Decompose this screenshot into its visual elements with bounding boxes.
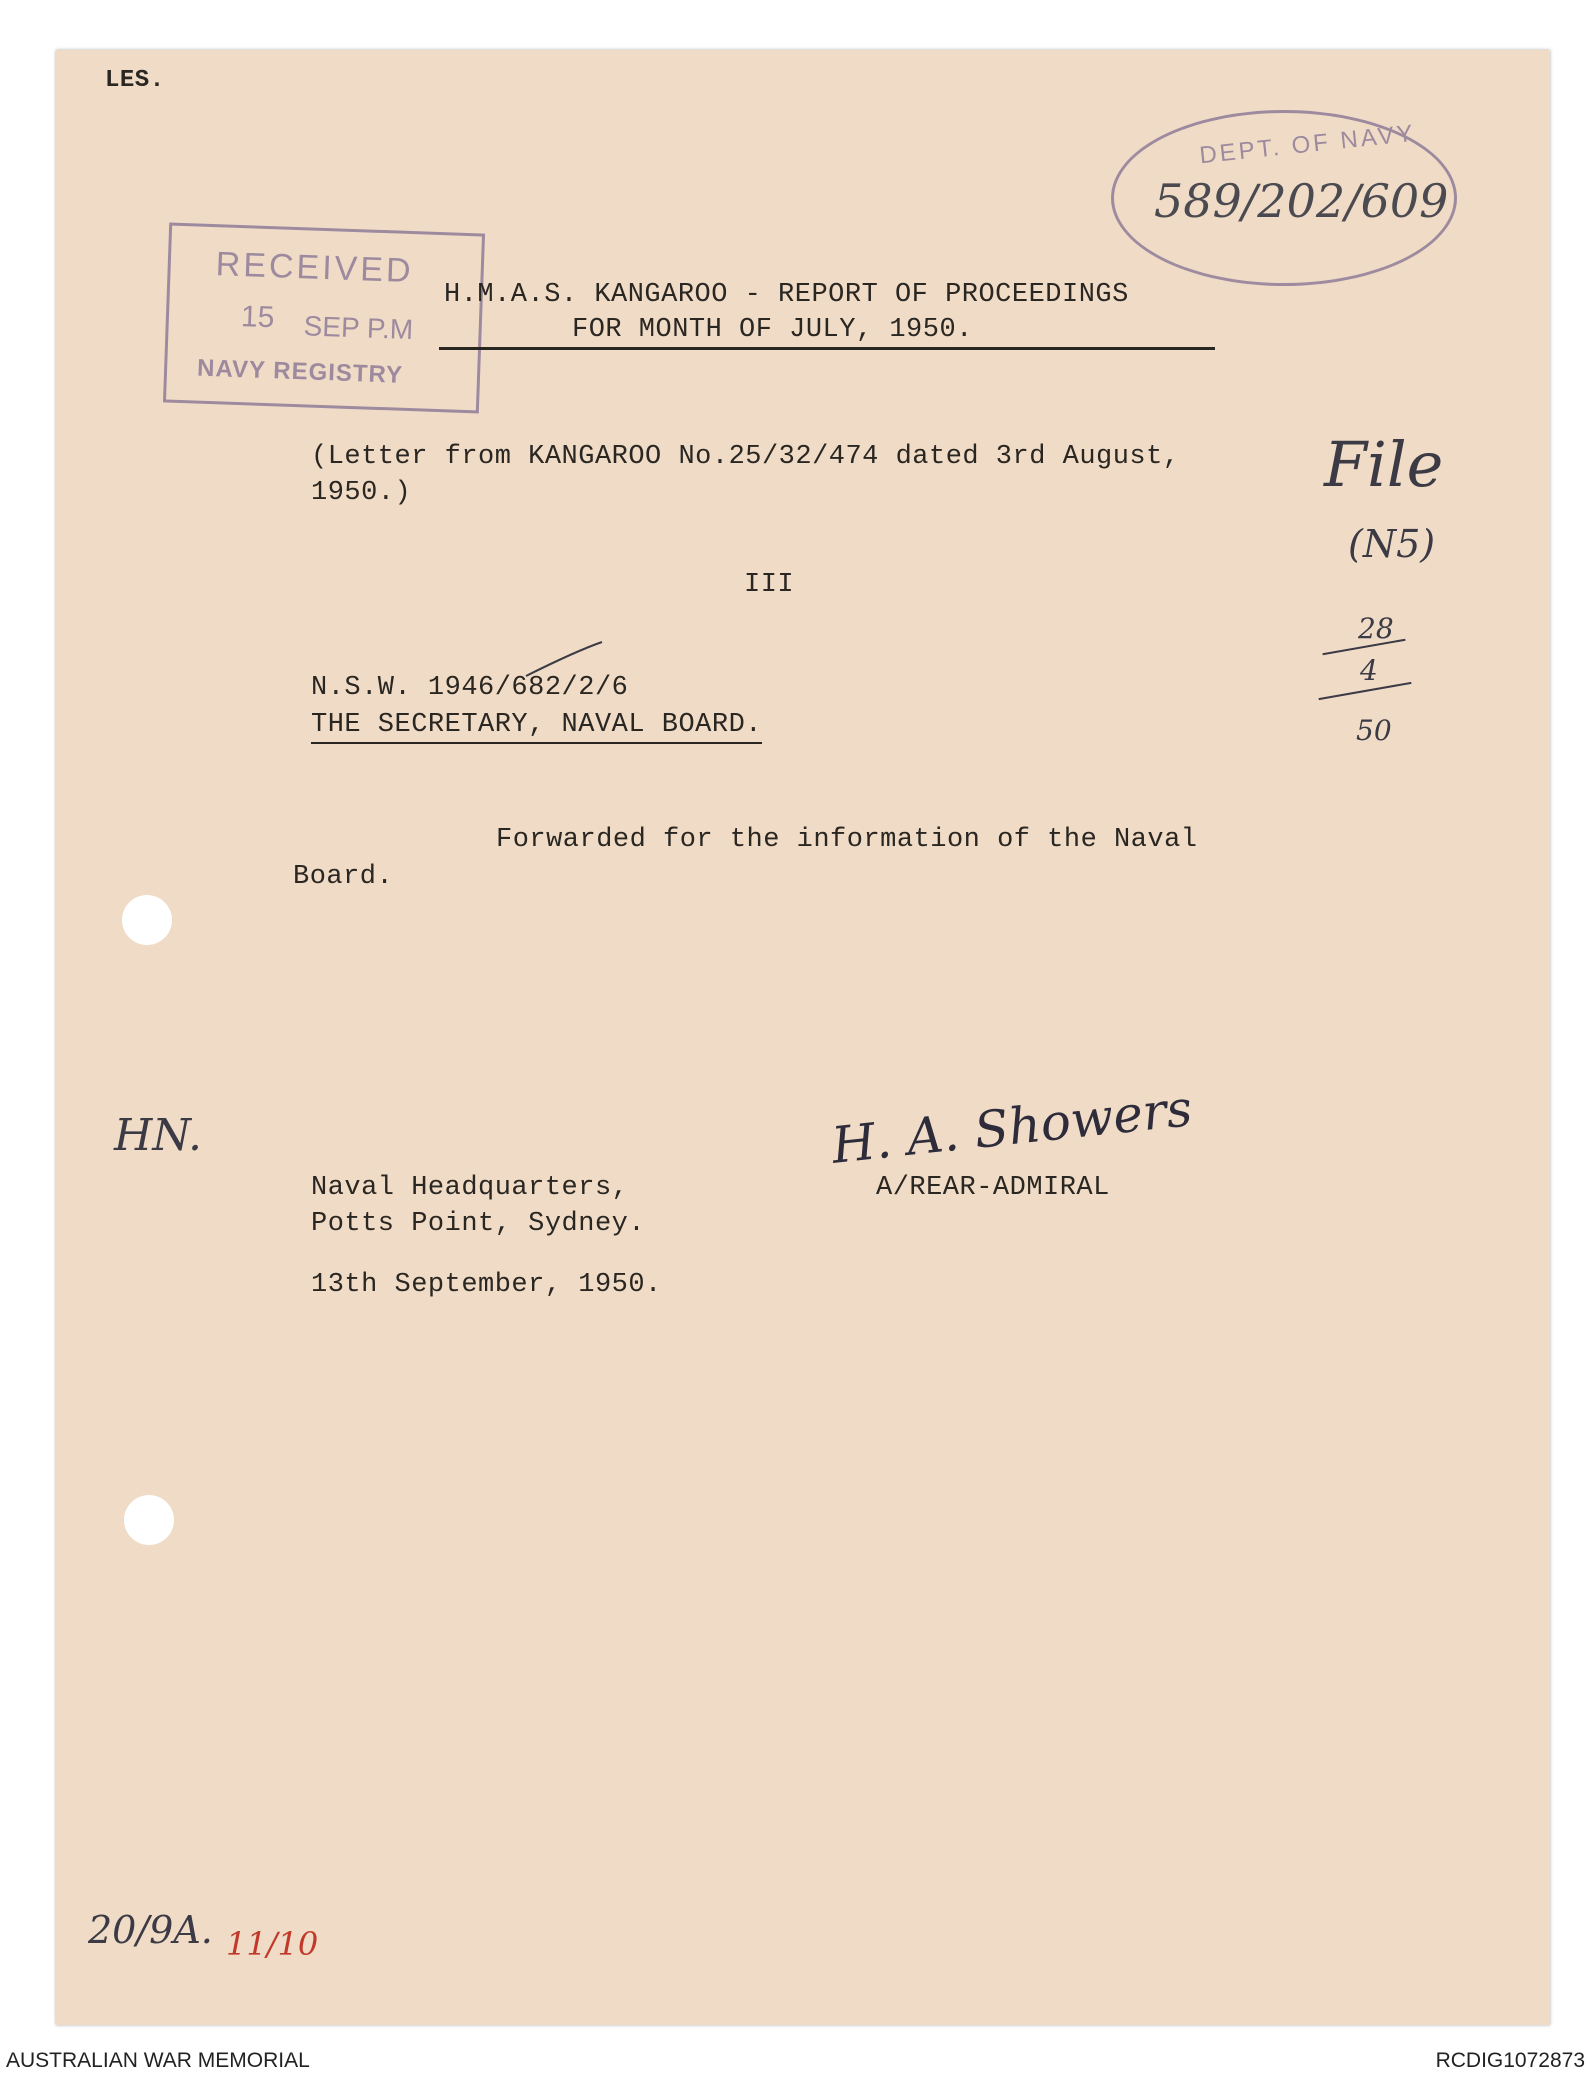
received-stamp	[163, 223, 485, 414]
section-number: III	[744, 570, 795, 600]
footer-id: RCDIG1072873	[1435, 2049, 1585, 2072]
received-stamp-month: SEP P.M	[303, 310, 414, 346]
received-stamp-registry: NAVY REGISTRY	[196, 354, 404, 389]
dept-navy-stamp-arc: DEPT. OF NAVY	[1198, 119, 1418, 170]
signatory-title: A/REAR-ADMIRAL	[876, 1173, 1110, 1203]
letter-reference-line2: 1950.)	[311, 478, 412, 508]
footer-source: AUSTRALIAN WAR MEMORIAL	[6, 2049, 310, 2072]
initials-top: LES.	[105, 67, 165, 94]
date-fraction-mid: 4	[1360, 654, 1378, 687]
report-title-line2: FOR MONTH OF JULY, 1950.	[572, 315, 973, 345]
signature: H. A. Showers	[828, 1079, 1195, 1175]
file-note: File	[1324, 428, 1444, 501]
sender-line1: Naval Headquarters,	[311, 1173, 629, 1203]
received-stamp-title: RECEIVED	[215, 245, 415, 291]
document-page	[56, 50, 1550, 2025]
letter-reference-line1: (Letter from KANGAROO No.25/32/474 dated 3rd August,	[311, 442, 1180, 472]
margin-initials: HN.	[114, 1110, 203, 1161]
punch-hole-bottom	[124, 1495, 174, 1545]
file-note-sub: (N5)	[1348, 522, 1436, 566]
body-line2: Board.	[293, 862, 394, 892]
received-stamp-day: 15	[240, 300, 275, 335]
sender-line2: Potts Point, Sydney.	[311, 1209, 646, 1239]
title-underline	[439, 347, 1215, 350]
bottom-note: 20/9A.	[88, 1908, 213, 1952]
body-line1: Forwarded for the information of the Naval	[496, 825, 1198, 855]
date-fraction-bottom: 50	[1356, 714, 1392, 747]
punch-hole-top	[122, 895, 172, 945]
file-reference: N.S.W. 1946/682/2/6	[311, 673, 629, 703]
date-fraction-top: 28	[1358, 612, 1394, 645]
dept-navy-number: 589/202/609	[1154, 174, 1449, 228]
report-title-line1: H.M.A.S. KANGAROO - REPORT OF PROCEEDINGS	[444, 280, 1129, 310]
bottom-note-red: 11/10	[226, 1925, 319, 1963]
document-date: 13th September, 1950.	[311, 1270, 662, 1300]
addressee: THE SECRETARY, NAVAL BOARD.	[311, 710, 762, 744]
